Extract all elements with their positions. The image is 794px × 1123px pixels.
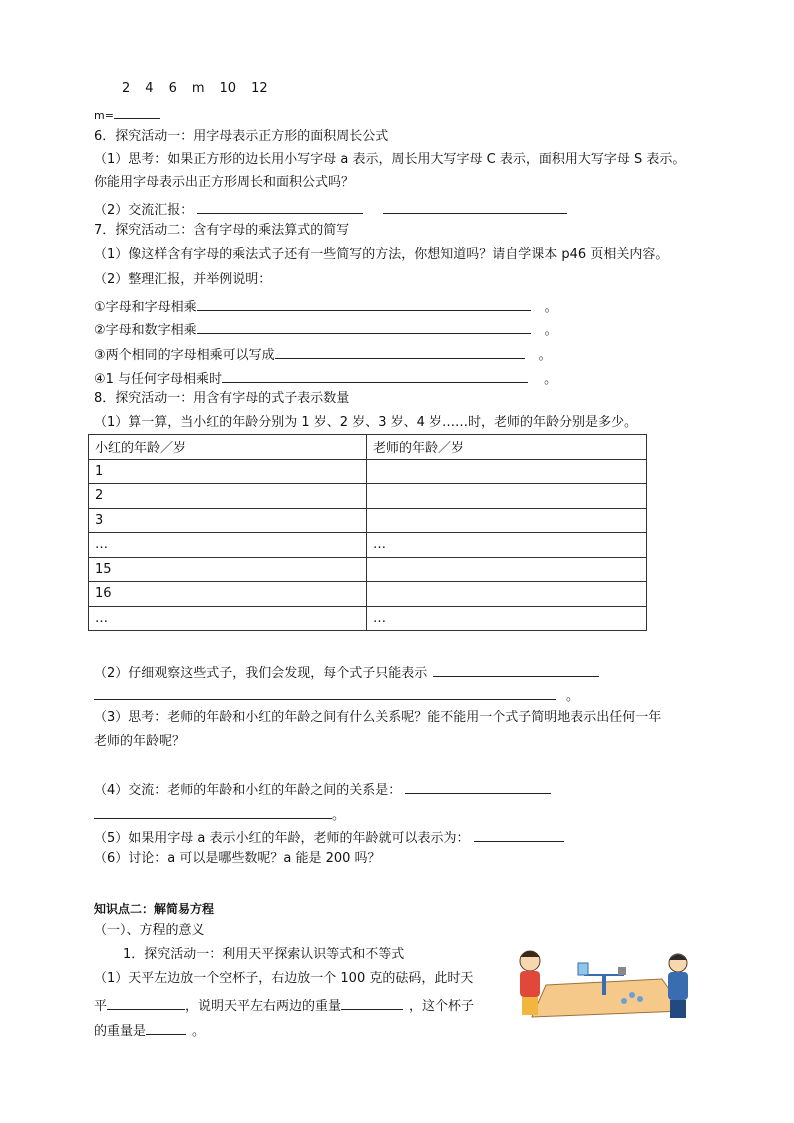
- k2-p2c: ，这个杯子: [409, 999, 475, 1014]
- seq-item: 4: [145, 81, 154, 96]
- k2-activity: 1．探究活动一：利用天平探索认识等式和不等式: [123, 947, 405, 962]
- xiaohong-age-cell: 16: [89, 582, 367, 607]
- k2-p2b: ，说明天平左右两边的重量: [185, 999, 342, 1014]
- s7-item-2: [94, 319, 558, 340]
- perimeter-blank[interactable]: [197, 199, 363, 214]
- s8-q5-blank[interactable]: [474, 827, 564, 842]
- xiaohong-age-cell: …: [89, 533, 367, 558]
- table-row: [89, 459, 647, 484]
- s7-item-label: ③两个相同的字母相乘可以写成: [94, 348, 275, 363]
- s8-q3b: 老师的年龄呢？: [94, 734, 186, 749]
- xiaohong-age-cell: 15: [89, 557, 367, 582]
- s8-q4-end: 。: [332, 808, 346, 823]
- area-blank[interactable]: [383, 199, 567, 214]
- s7-end: 。: [544, 300, 558, 315]
- small-weight: [629, 992, 635, 998]
- teacher-age-cell[interactable]: [367, 459, 647, 484]
- girl-body: [520, 971, 540, 997]
- boy-body: [668, 972, 688, 1000]
- s8-q1: （1）算一算，当小红的年龄分别为 1 岁、2 岁、3 岁、4 岁……时，老师的年龄分别是多少。: [94, 415, 638, 430]
- table-row: [89, 484, 647, 509]
- header-xiaohong-age: 小红的年龄／岁: [89, 435, 367, 460]
- s7-item-4: [94, 368, 557, 389]
- s8-q2-blank-1[interactable]: [433, 662, 599, 677]
- s7-item-label: ①字母和字母相乘: [94, 300, 197, 315]
- s7-item-label: ④1 与任何字母相乘时: [94, 372, 223, 387]
- teacher-age-cell: …: [367, 606, 647, 631]
- k2-p1: （1）天平左边放一个空杯子，右边放一个 100 克的砝码，此时天: [94, 971, 474, 986]
- s7-q2: （2）整理汇报，并举例说明：: [94, 272, 272, 287]
- seq-item: m: [191, 81, 205, 96]
- s6-q2-label: （2）交流汇报：: [94, 203, 194, 218]
- teacher-age-cell[interactable]: [367, 508, 647, 533]
- weight-compare-blank[interactable]: [341, 995, 403, 1010]
- s7-end: 。: [544, 323, 558, 338]
- teacher-age-cell[interactable]: [367, 557, 647, 582]
- teacher-age-cell[interactable]: [367, 484, 647, 509]
- table-row: [89, 606, 647, 631]
- header-teacher-age: 老师的年龄／岁: [367, 435, 647, 460]
- seq-item: 10: [219, 81, 237, 96]
- age-table: [88, 434, 647, 631]
- girl-hair: [520, 951, 540, 957]
- s8-q2-blank-2[interactable]: [94, 685, 556, 700]
- s8-title: 8．探究活动一：用含有字母的式子表示数量: [94, 391, 350, 406]
- s8-q6: （6）讨论：a 可以是哪些数呢？a 能是 200 吗？: [94, 851, 381, 866]
- s8-q2-end: 。: [566, 689, 580, 704]
- s7-title: 7．探究活动二：含有字母的乘法算式的简写: [94, 223, 350, 238]
- table-row: [89, 582, 647, 607]
- xiaohong-age-cell: 3: [89, 508, 367, 533]
- xiaohong-age-cell: 1: [89, 459, 367, 484]
- s7-item-label: ②字母和数字相乘: [94, 323, 197, 338]
- boy-legs: [670, 1000, 686, 1018]
- balance-state-blank[interactable]: [107, 995, 185, 1010]
- small-weight: [621, 998, 627, 1004]
- xiaohong-age-cell: …: [89, 606, 367, 631]
- s7-blank[interactable]: [197, 319, 531, 334]
- s8-q4-text: （4）交流：老师的年龄和小红的年龄之间的关系是：: [94, 783, 402, 798]
- s7-blank[interactable]: [222, 368, 528, 383]
- s8-q2-text: （2）仔细观察这些式子，我们会发现，每个式子只能表示: [94, 666, 428, 681]
- k2-p3a: 的重量是: [94, 1024, 147, 1039]
- s7-blank[interactable]: [197, 296, 531, 311]
- teacher-age-cell: …: [367, 533, 647, 558]
- s7-item-1: [94, 296, 558, 317]
- seq-item: 12: [251, 81, 268, 96]
- small-weight: [637, 996, 643, 1002]
- s8-q4: [94, 779, 551, 800]
- m-label: m=: [94, 109, 114, 122]
- balance-illustration: [512, 945, 698, 1025]
- s8-q2: [94, 662, 599, 683]
- m-answer-line: [94, 104, 160, 125]
- cup-weight-blank[interactable]: [146, 1020, 186, 1035]
- s6-q1a: （1）思考：如果正方形的边长用小写字母 a 表示，周长用大写字母 C 表示，面积用大写字母 S 表示。: [94, 152, 686, 167]
- k2-p3b: 。: [192, 1024, 206, 1039]
- s7-item-3: [94, 344, 552, 365]
- table-shape: [532, 979, 684, 1017]
- k2-p2: [94, 995, 474, 1016]
- s8-q2-cont: [94, 685, 579, 706]
- k2-sub: （一）、方程的意义: [94, 923, 205, 938]
- number-sequence: [122, 80, 283, 98]
- xiaohong-age-cell: 2: [89, 484, 367, 509]
- k2-title: 知识点二：解简易方程: [94, 902, 215, 916]
- s8-q3a: （3）思考：老师的年龄和小红的年龄之间有什么关系呢？能不能用一个式子简明地表示出任何一年: [94, 710, 662, 725]
- m-blank[interactable]: [114, 104, 160, 119]
- s7-end: 。: [538, 348, 552, 363]
- s8-q5: [94, 827, 564, 848]
- s7-q1: （1）像这样含有字母的乘法式子还有一些简写的方法，你想知道吗？请自学课本 p46 页相关内容。: [94, 247, 669, 262]
- table-row: [89, 557, 647, 582]
- k2-p3: [94, 1020, 205, 1041]
- girl-skirt: [522, 997, 538, 1015]
- seq-item: 6: [168, 81, 177, 96]
- s6-q2: [94, 199, 567, 220]
- s6-title: 6．探究活动一：用字母表示正方形的面积周长公式: [94, 129, 389, 144]
- s6-q1b: 你能用字母表示出正方形周长和面积公式吗？: [94, 175, 355, 190]
- s8-q5-text: （5）如果用字母 a 表示小红的年龄，老师的年龄就可以表示为：: [94, 831, 470, 846]
- s8-q4-cont: [94, 804, 345, 825]
- s7-end: 。: [544, 372, 558, 387]
- seq-item: 2: [122, 81, 131, 96]
- cup-icon: [578, 963, 588, 975]
- s7-blank[interactable]: [275, 344, 525, 359]
- s8-q4-blank-1[interactable]: [405, 779, 551, 794]
- table-row: [89, 508, 647, 533]
- table-header-row: [89, 435, 647, 460]
- table-row: [89, 533, 647, 558]
- s8-q4-blank-2[interactable]: [94, 804, 332, 819]
- weight-icon: [618, 967, 626, 975]
- teacher-age-cell[interactable]: [367, 582, 647, 607]
- k2-p2a: 平: [94, 999, 108, 1014]
- balance-stand: [602, 975, 606, 995]
- boy-hair: [669, 955, 687, 961]
